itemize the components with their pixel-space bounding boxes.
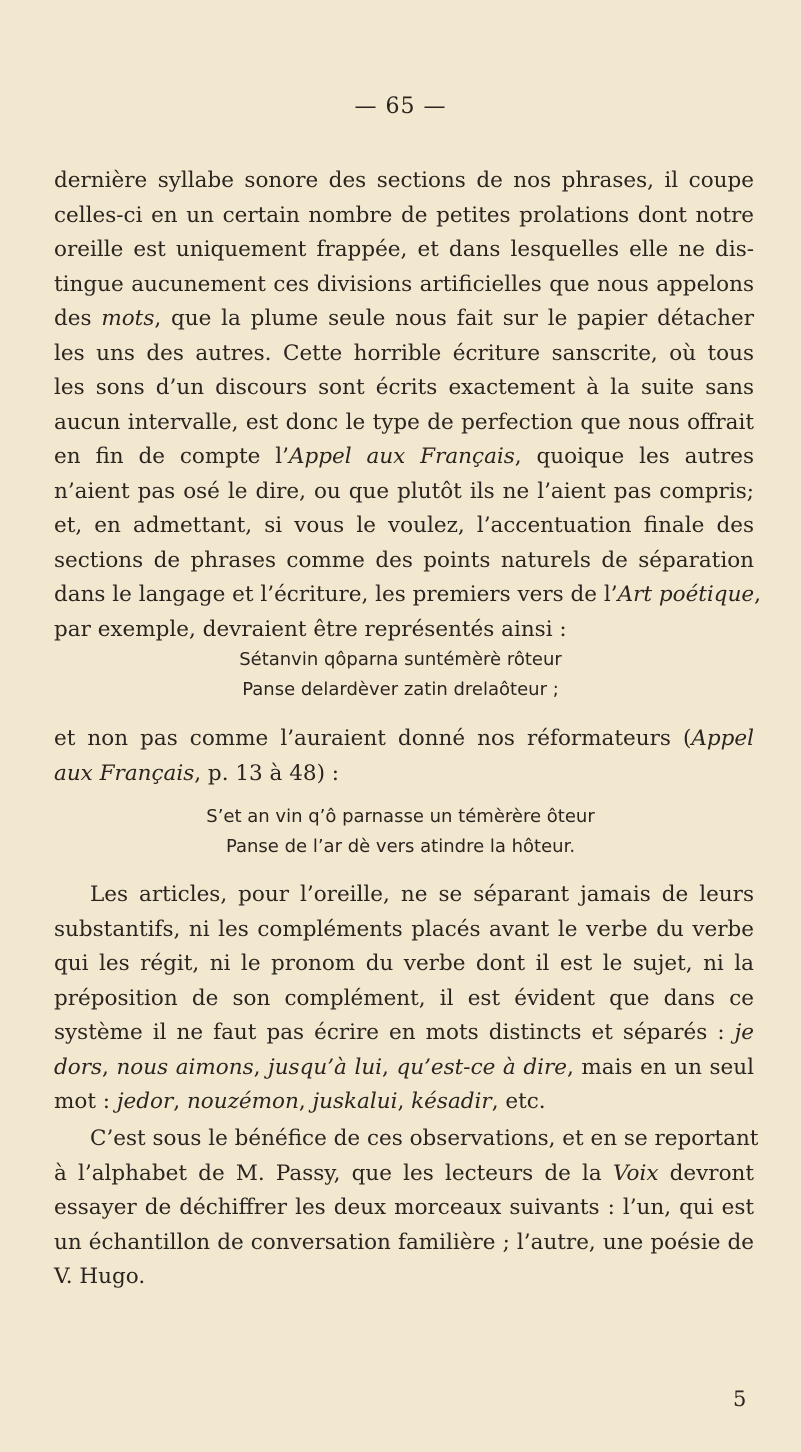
- text-line: qui les régit, ni le pronom du verbe dont il est le sujet, ni la: [54, 951, 754, 976]
- text-line: [54, 1016, 754, 1051]
- text-line: V. Hugo.: [54, 1264, 146, 1289]
- text-segment: système il ne faut pas écrire en mots distincts et séparés :: [54, 1020, 735, 1045]
- text-line: un échantillon de conversation familière ; l’autre, une poésie de: [54, 1229, 754, 1255]
- text-line: substantifs, ni les compléments placés avant le verbe du verbe: [54, 916, 754, 942]
- text-segment: ,: [397, 1089, 412, 1114]
- text-line: les uns des autres. Cette horrible écriture sanscrite, où tous: [54, 340, 754, 366]
- text-segment: ,: [382, 1054, 397, 1080]
- text-line: essayer de déchiffrer les deux morceaux suivants : l’un, qui est: [54, 1195, 754, 1220]
- paragraph-4: [54, 1122, 759, 1295]
- italic-title: Appel: [691, 726, 754, 751]
- text-segment: devront: [658, 1160, 754, 1186]
- text-line: n’aient pas osé le dire, ou que plutôt ils ne l’aient pas compris;: [54, 478, 754, 504]
- text-line: [54, 722, 754, 757]
- text-line: celles-ci en un certain nombre de petites prolations dont notre: [54, 202, 754, 228]
- text-segment: ,: [298, 1089, 313, 1114]
- paragraph-1: [54, 164, 761, 647]
- italic-title: Art poétique: [617, 582, 755, 607]
- italic-word: nouzémon: [186, 1089, 299, 1114]
- text-segment: , mais en un seul: [566, 1054, 754, 1080]
- text-line: oreille est uniquement frappée, et dans lesquelles elle ne dis-: [54, 237, 754, 262]
- text-segment: , etc.: [491, 1089, 546, 1114]
- italic-word: mots: [101, 306, 155, 331]
- italic-title: Appel aux Français: [288, 444, 515, 469]
- signature-mark: 5: [733, 1387, 747, 1411]
- italic-word: dors: [54, 1054, 103, 1080]
- text-segment: ,: [754, 582, 761, 607]
- text-segment: , que la plume seule nous fait sur le papier détacher: [154, 306, 754, 331]
- text-segment: ,: [102, 1054, 117, 1080]
- text-line: les sons d’un discours sont écrits exactement à la suite sans: [54, 375, 754, 400]
- text-line: [54, 1051, 754, 1086]
- italic-title: aux Français: [54, 760, 195, 786]
- verse-phonetic: [0, 645, 801, 705]
- text-line: [54, 440, 754, 475]
- page-number: — 65 —: [354, 94, 447, 119]
- text-line: préposition de son complément, il est évident que dans ce: [54, 985, 754, 1011]
- italic-title: Voix: [612, 1160, 659, 1186]
- verse-line: Panse de l’ar dè vers atindre la hôteur.: [225, 836, 576, 857]
- text-segment: des: [54, 306, 102, 331]
- text-line: C’est sous le bénéfice de ces observations, et en se reportant: [90, 1126, 759, 1151]
- paragraph-2: [54, 722, 754, 791]
- text-line: tingue aucunement ces divisions artificielles que nous appelons: [54, 271, 754, 297]
- text-line: [54, 1085, 754, 1120]
- italic-word: nous aimons: [116, 1054, 254, 1080]
- italic-word: késadir: [411, 1089, 492, 1114]
- text-line: dernière syllabe sonore des sections de nos phrases, il coupe: [54, 168, 754, 193]
- text-line: [54, 578, 761, 613]
- text-segment: et non pas comme l’auraient donné nos réformateurs (: [54, 726, 692, 751]
- text-line: et, en admettant, si vous le voulez, l’accentuation finale des: [54, 513, 754, 538]
- italic-word: je: [734, 1020, 754, 1045]
- text-line: [54, 1157, 754, 1192]
- paragraph-3: [54, 878, 754, 1120]
- text-segment: ,: [253, 1054, 269, 1080]
- text-segment: , p. 13 à 48) :: [194, 760, 340, 786]
- verse-line: Panse delardèver zatin drelaôteur ;: [242, 679, 559, 700]
- italic-word: jusqu’à lui: [268, 1054, 383, 1080]
- text-segment: en fin de compte l’: [54, 444, 289, 469]
- text-segment: , quoique les autres: [514, 444, 754, 469]
- verse-line: S’et an vin q’ô parnasse un témèrère ôteur: [206, 806, 595, 827]
- verse-line: Sétanvin qôparna suntémèrè rôteur: [239, 649, 562, 670]
- text-line: aucun intervalle, est donc le type de perfection que nous offrait: [54, 409, 754, 435]
- text-segment: dans le langage et l’écriture, les premiers vers de l’: [54, 582, 618, 607]
- italic-word: jedor: [116, 1089, 174, 1114]
- text-line: sections de phrases comme des points naturels de séparation: [54, 547, 754, 573]
- italic-word: juskalui: [312, 1089, 398, 1114]
- text-segment: à l’alphabet de M. Passy, que les lecteurs de la: [54, 1160, 613, 1186]
- text-line: [54, 302, 754, 337]
- text-segment: mot :: [54, 1089, 117, 1114]
- text-line: [54, 757, 754, 792]
- text-line: Les articles, pour l’oreille, ne se séparant jamais de leurs: [90, 882, 754, 907]
- verse-reformers: [0, 802, 801, 862]
- italic-word: qu’est-ce à dire: [396, 1054, 567, 1080]
- text-line: par exemple, devraient être représentés ainsi :: [54, 616, 567, 642]
- text-segment: ,: [173, 1089, 187, 1114]
